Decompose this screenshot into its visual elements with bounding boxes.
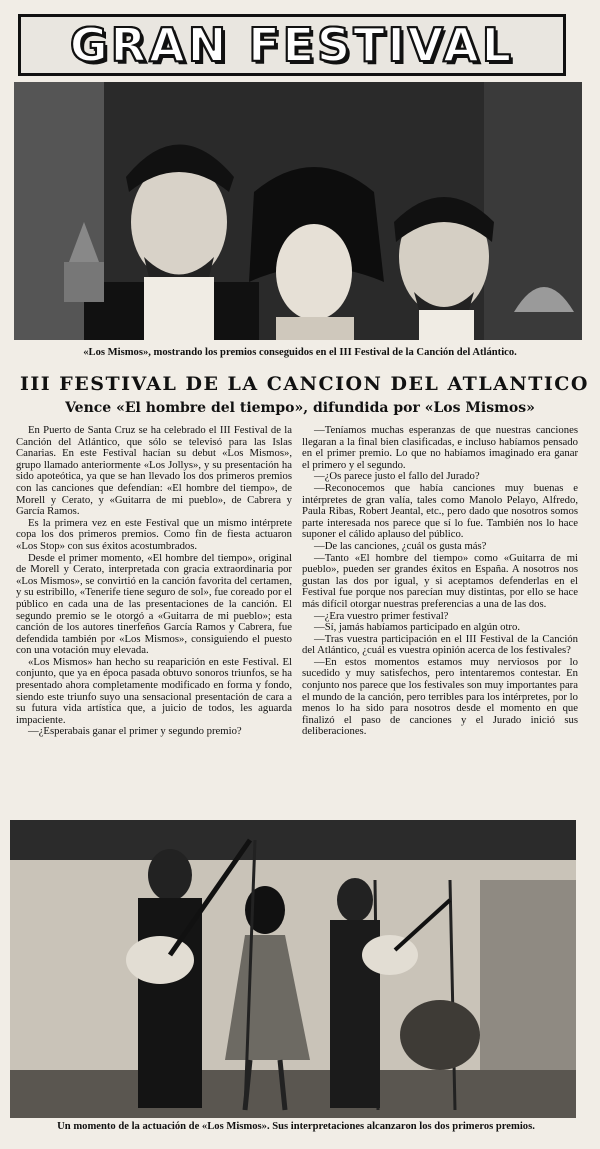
- photo-stage-performance: [10, 820, 576, 1118]
- photo2-caption: Un momento de la actuación de «Los Mismos». Sus interpretaciones alcanzaron los dos primeros premios.: [57, 1121, 535, 1132]
- article-headline: III FESTIVAL DE LA CANCION DEL ATLANTICO: [20, 373, 589, 395]
- paragraph: —Teníamos muchas esperanzas de que nuestras canciones llegaran a la final bien clasificadas, e incluso habíamos pensado en el primer premio. Lo que no habíamos imaginado era ganar el primero y el segundo.: [302, 425, 578, 471]
- paragraph: Desde el primer momento, «El hombre del tiempo», original de Morell y Cerato, interpretada con gracia extraordinaria por «Los Mismos», se convirtió en la canción favorita del certamen, y su estribillo, «Tenerife tiene seguro de sol», fue coreado por el público en cada una de las presentaciones de la canción. El segundo premio se le otorgó a «Guitarra de mi pueblo»; esta canción de los autores tinerfeños García Ramos y Cabrera, fue defendida también por «Los Mismos», consiguiendo el puesto con una votación muy elevada.: [16, 551, 292, 657]
- paragraph: —¿Esperabais ganar el primer y segundo premio?: [28, 725, 242, 738]
- paragraph: Es la primera vez en este Festival que un mismo intérprete copa los dos primeros premios. Como fin de fiesta actuaron «Los Stop» con sus éxitos acostumbrados.: [16, 516, 292, 552]
- paragraph: —De las canciones, ¿cuál os gusta más?: [314, 539, 487, 552]
- paragraph: En Puerto de Santa Cruz se ha celebrado el III Festival de la Canción del Atlántico, que sólo se televisó para las Islas Canarias. En este Festival hacían su debut «Los Mismos», grupo llamado anteriormente «Los Jollys», y su presentación ha sido apoteótica, ya que se han llevado los dos primeros premios con las canciones que defendían: «El hombre del tiempo», de Morell y Cerato, y «Guitarra de mi pueblo», de Cabrera y García Ramos.: [16, 425, 292, 518]
- paragraph: —¿Os parece justo el fallo del Jurado?: [314, 470, 480, 483]
- article-subheadline: Vence «El hombre del tiempo», difundida por «Los Mismos»: [65, 400, 535, 416]
- article-column-left: [16, 425, 292, 820]
- paragraph: —Tras vuestra participación en el III Festival de la Canción del Atlántico, ¿cuál es vuestra opinión acerca de los festivales?: [302, 632, 578, 657]
- paragraph: —Sí, jamás habíamos participado en algún otro.: [314, 621, 520, 634]
- masthead: [18, 14, 566, 76]
- paragraph: «Los Mismos» han hecho su reaparición en este Festival. El conjunto, que ya en época pasada obtuvo sonoros triunfos, se ha presentado ahora completamente modificado en forma y fondo, siendo este triunfo suyo una sensacional presentación de cara a su futura vida artística que, a juicio de todos, les aguarda impaciente.: [16, 655, 292, 726]
- photo-stage-performance-image: [10, 820, 576, 1118]
- masthead-title: GRAN FESTIVAL: [69, 18, 515, 72]
- photo1-caption: «Los Mismos», mostrando los premios conseguidos en el III Festival de la Canción del Atlántico.: [83, 347, 517, 358]
- photo-group-with-trophies: [14, 82, 582, 340]
- paragraph: —Tanto «El hombre del tiempo» como «Guitarra de mi pueblo», pueden ser grandes éxitos en España. A nosotros nos gustan las dos por igual, y si aceptamos defenderlas en el Festival fue porque nos parecían muy distintas, por ello se hace más difícil otorgar nuestras preferencias a una de las dos.: [302, 551, 578, 610]
- paragraph: —¿Era vuestro primer festival?: [314, 609, 449, 622]
- photo-group-with-trophies-image: [14, 82, 582, 340]
- paragraph: —En estos momentos estamos muy nerviosos por lo sucedido y muy satisfechos, pero intentaremos contestar. En conjunto nos parece que los festivales son muy importantes para el mundo de la canción, pero terribles para los intérpretes, por lo menos lo ha sido para nosotros desde el momento en que finalizó el paso de canciones y el Jurado inició sus deliberaciones.: [302, 655, 578, 738]
- paragraph: —Reconocemos que había canciones muy buenas e intérpretes de gran valía, tales como Manolo Pelayo, Alfredo, Paula Ribas, Robert Jeantal, etc., pero dado que nosotros somos parte interesada nos parece que sí lo fue. También nos lo hace suponer el cálido aplauso del público.: [302, 481, 578, 541]
- article-column-right: [302, 425, 578, 820]
